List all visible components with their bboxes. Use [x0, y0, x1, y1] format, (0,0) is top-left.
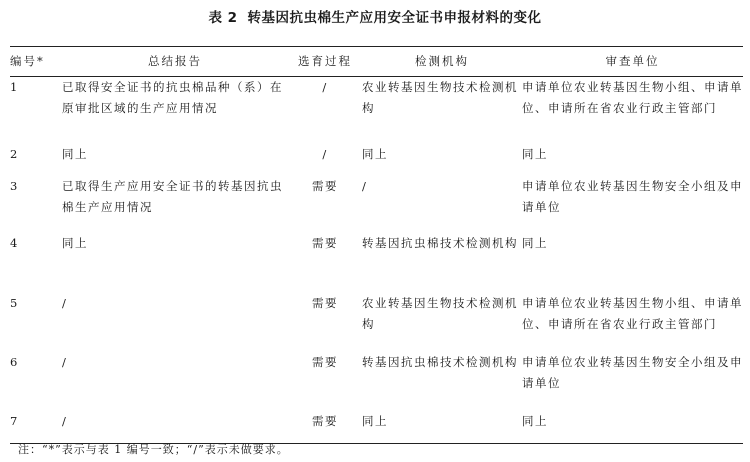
cell-review: 申请单位农业转基因生物安全小组及申请单位 [522, 179, 743, 214]
cell-breeding: 需要 [312, 296, 338, 310]
cell-id: 5 [10, 296, 19, 310]
cell-summary: 同上 [62, 236, 88, 250]
cell-id: 3 [10, 179, 19, 193]
cell-summary: / [62, 414, 68, 428]
cell-breeding: 需要 [312, 414, 338, 428]
cell-id: 1 [10, 80, 19, 94]
header-id: 编号* [10, 54, 45, 68]
cell-review: 同上 [522, 147, 548, 161]
cell-summary: 已取得安全证书的抗虫棉品种（系）在原审批区域的生产应用情况 [62, 80, 283, 115]
cell-breeding: 需要 [312, 179, 338, 193]
table-footnote: 注：“*”表示与表 1 编号一致；“/”表示未做要求。 [18, 443, 289, 456]
table-row [10, 293, 743, 352]
table-number: 表 2 [208, 10, 238, 26]
table-header-row [10, 47, 743, 77]
cell-review: 申请单位农业转基因生物小组、申请单位、申请所在省农业行政主管部门 [522, 80, 743, 115]
header-review: 审查单位 [605, 54, 660, 68]
table-row [10, 144, 743, 176]
cell-lab: 农业转基因生物技术检测机构 [362, 296, 518, 331]
cell-summary: 同上 [62, 147, 88, 161]
table-row [10, 352, 743, 411]
table-row [10, 233, 743, 293]
cell-lab: / [362, 179, 368, 193]
cell-id: 4 [10, 236, 19, 250]
header-breeding: 选育过程 [298, 54, 352, 68]
header-summary: 总结报告 [148, 54, 202, 68]
cell-lab: 农业转基因生物技术检测机构 [362, 80, 518, 115]
table-row [10, 176, 743, 233]
table-row [10, 77, 743, 145]
cell-lab: 转基因抗虫棉技术检测机构 [362, 236, 518, 250]
cell-breeding: 需要 [312, 355, 338, 369]
cell-review: 申请单位农业转基因生物安全小组及申请单位 [522, 355, 743, 390]
cell-lab: 转基因抗虫棉技术检测机构 [362, 355, 518, 369]
cell-review: 同上 [522, 414, 548, 428]
table-row [10, 411, 743, 444]
cell-breeding: / [322, 80, 328, 94]
cell-id: 7 [10, 414, 19, 428]
cell-summary: / [62, 296, 68, 310]
materials-table [10, 46, 743, 444]
table-title-text: 转基因抗虫棉生产应用安全证书申报材料的变化 [247, 10, 542, 26]
cell-id: 6 [10, 355, 19, 369]
cell-breeding: / [322, 147, 328, 161]
cell-lab: 同上 [362, 414, 388, 428]
cell-summary: 已取得生产应用安全证书的转基因抗虫棉生产应用情况 [62, 179, 283, 214]
cell-breeding: 需要 [312, 236, 338, 250]
cell-lab: 同上 [362, 147, 388, 161]
cell-review: 申请单位农业转基因生物小组、申请单位、申请所在省农业行政主管部门 [522, 296, 743, 331]
cell-id: 2 [10, 147, 19, 161]
cell-review: 同上 [522, 236, 548, 250]
header-lab: 检测机构 [415, 54, 469, 68]
cell-summary: / [62, 355, 68, 369]
table-title [0, 6, 750, 26]
